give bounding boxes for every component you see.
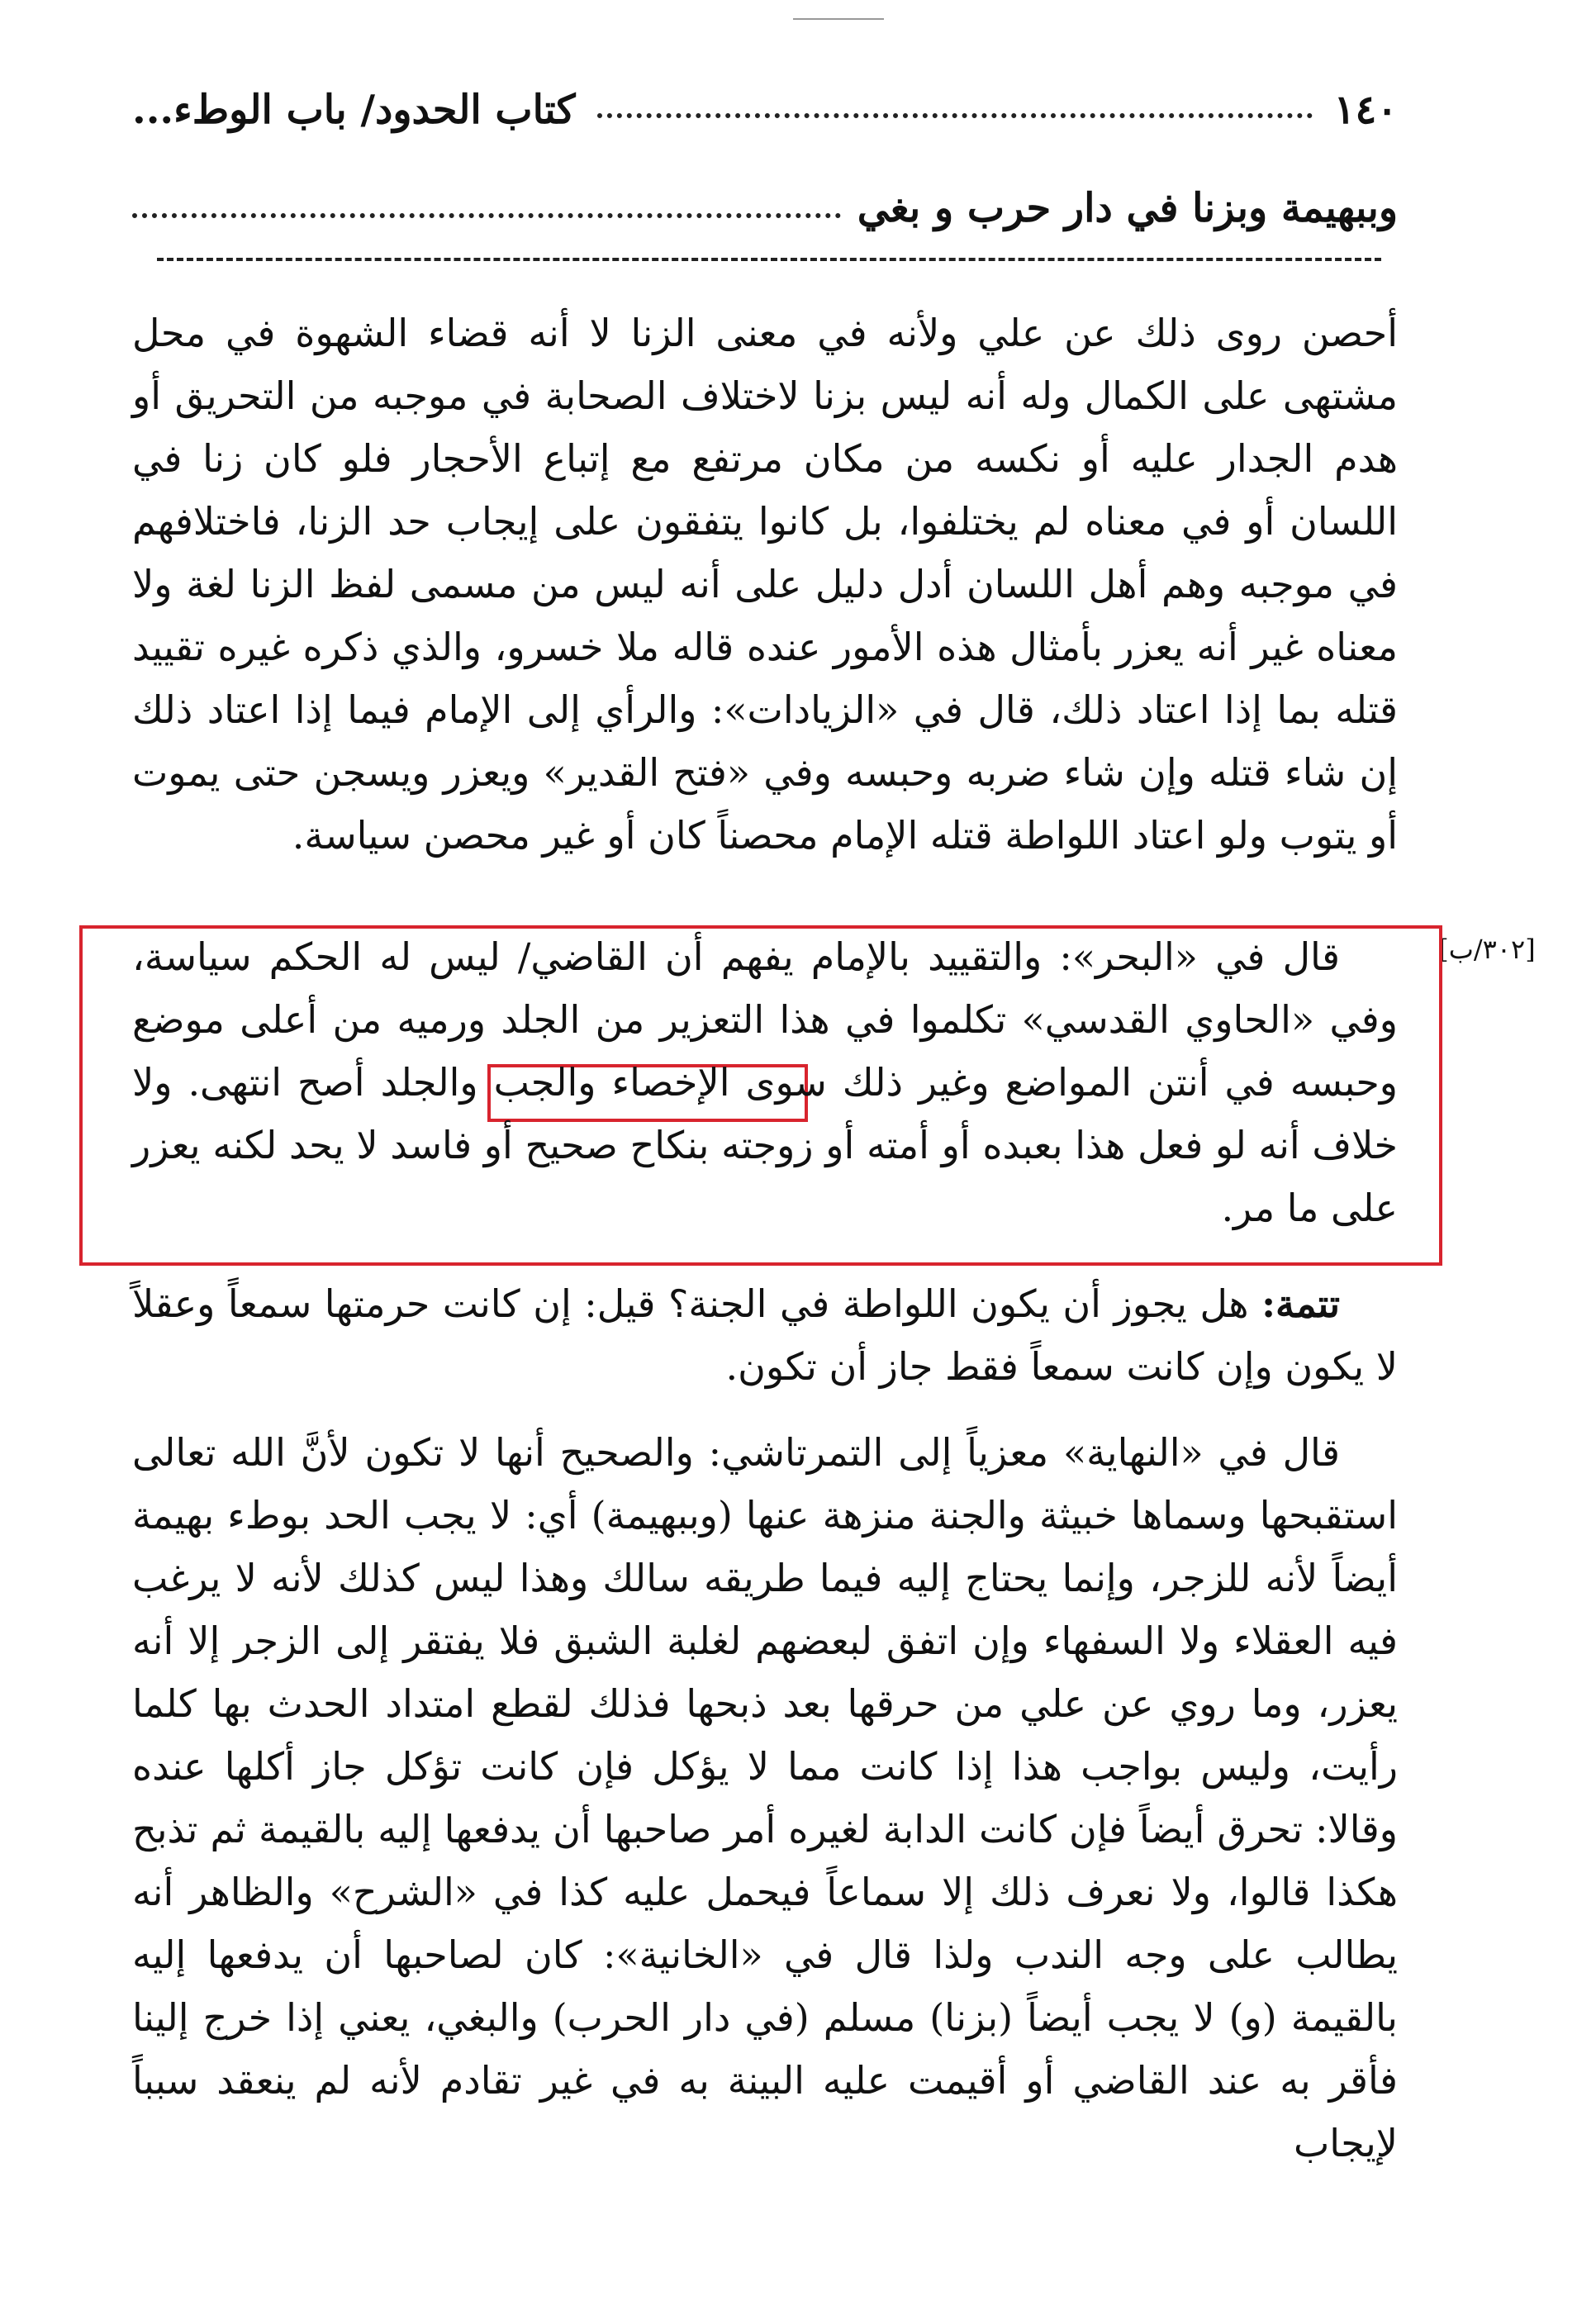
paragraph-2-text-b: ولا خلاف أنه لو فعل هذا بعبده أو أمته أو زوجته بنكاح صحيح أو فاسد لا يحد لكنه يعزر على ما مر. [132,1060,1398,1230]
header-dotted-leader [597,113,1313,118]
paragraph-4 [132,1421,1398,2175]
paragraph-3-text: هل يجوز أن يكون اللواطة في الجنة؟ قيل: إن كانت حرمتها سمعاً وعقلاً لا يكون وإن كانت سمعاً فقط جاز أن تكون. [132,1281,1398,1389]
manuscript-folio-marker: [٣٠٢/ب] [1438,934,1536,965]
top-rule [793,18,884,20]
paragraph-3 [132,1272,1398,1398]
running-header [132,76,1398,144]
paragraph-2-text-a: قال في «البحر»: والتقييد بالإمام يفهم أن القاضي/ ليس له الحكم سياسة، وفي «الحاوي القدسي» تكلموا في هذا التعزير من الجلد ورميه من أعلى موضع وحبسه في أنتن المواضع وغير ذلك سوى الإخصاء والجب [132,934,1398,1105]
paragraph-4-text: قال في «النهاية» معزياً إلى التمرتاشي: والصحيح أنها لا تكون لأنَّ الله تعالى استقبحها وسماها خبيثة والجنة منزهة عنها (وببهيمة) أي: لا يجب الحد بوطء بهيمة أيضاً لأنه للزجر، وإنما يحتاج إليه فيما طريقه سالك وهذا ليس كذلك لأنه لا يرغب فيه العقلاء ولا السفهاء وإن اتفق لبعضهم لغلبة الشبق فلا يفتقر إلى الزجر إلا أنه يعزر، وما روي عن علي من حرقها بعد ذبحها فذلك لقطع امتداد الحدث بها كلما رأيت، وليس بواجب هذا إذا كانت مما لا يؤكل فإن كانت تؤكل جاز أكلها عنده وقالا: تحرق أيضاً فإن كانت الدابة لغيره أمر صاحبها أن يدفعها إليه بالقيمة ثم تذبح هكذا قالوا، ولا نعرف ذلك إلا سماعاً فيحمل عليه كذا في «الشرح» والظاهر أنه يطالب على وجه الندب ولذا قال في «الخانية»: كان لصاحبها أن يدفعها إليه بالقيمة (و) لا يجب أيضاً (بزنا) مسلم (في دار الحرب) والبغي، يعني إذا خرج إلينا فأقر به عند القاضي أو أقيمت عليه البينة به في غير تقادم لأنه لم ينعقد سبباً لإيجاب [132,1430,1399,2165]
subheading-text: وببهيمة وبزنا في دار حرب و بغي [857,185,1398,231]
page-number: ١٤٠ [1333,87,1398,133]
paragraph-1 [132,302,1398,867]
subheading-dotted-leader [132,213,841,218]
paragraph-3-label: تتمة: [1261,1281,1340,1326]
book-title: كتاب الحدود/ باب الوطء... [132,87,576,133]
paragraph-1-text: أحصن روى ذلك عن علي ولأنه في معنى الزنا لا أنه قضاء الشهوة في محل مشتهى على الكمال وله أنه ليس بزنا لاختلاف الصحابة في موجبه من التحريق أو هدم الجدار عليه أو نكسه من مكان مرتفع مع إتباع الأحجار فلو كان زنا في اللسان أو في معناه لم يختلفوا، بل كانوا يتفقون على إيجاب حد الزنا، فاختلافهم في موجبه وهم أهل اللسان أدل دليل على أنه ليس من مسمى لفظ الزنا لغة ولا معناه غير أنه يعزر بأمثال هذه الأمور عنده قاله ملا خسرو، والذي ذكره غيره تقييد قتله بما إذا اعتاد ذلك، قال في «الزيادات»: والرأي إلى الإمام فيما إذا اعتاد ذلك إن شاء قتله وإن شاء ضربه وحبسه وفي «فتح القدير» ويعزر ويسجن حتى يموت أو يتوب ولو اعتاد اللواطة قتله الإمام محصناً كان أو غير محصن سياسة. [132,311,1399,858]
paragraph-2-highlighted-phrase: والجلد أصح انتهى. [188,1060,478,1105]
paragraph-2 [132,925,1398,1239]
dashed-separator [157,258,1381,261]
section-subheading [132,175,1398,241]
